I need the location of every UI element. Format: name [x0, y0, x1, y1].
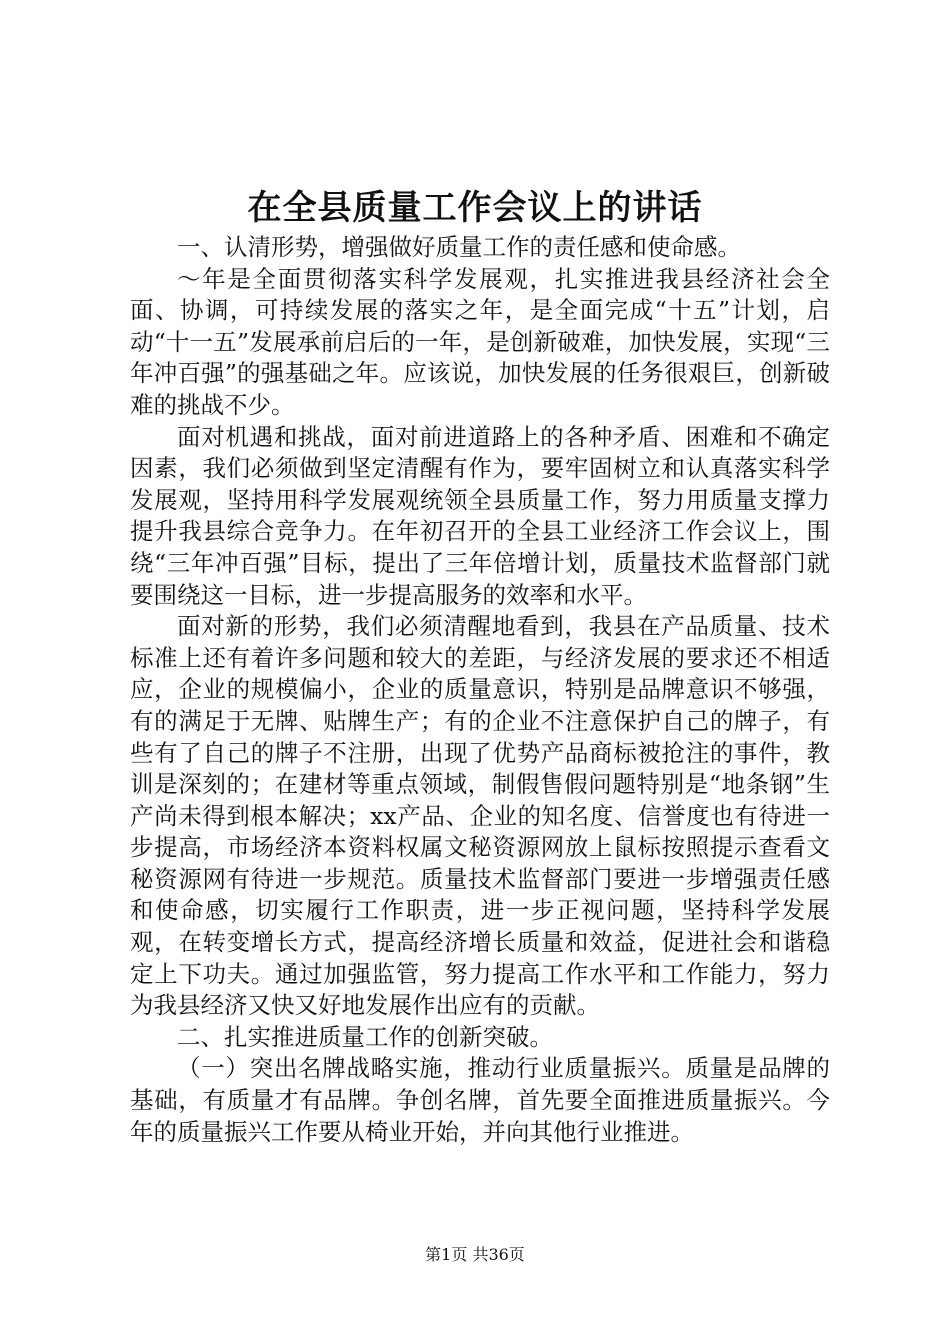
body-paragraph: 面对机遇和挑战，面对前进道路上的各种矛盾、困难和不确定因素，我们必须做到坚定清醒有作为，要牢固树立和认真落实科学发展观，坚持用科学发展观统领全县质量工作，努力用质量支撑力提升我县综合竞争力。在年初召开的全县工业经济工作会议上，围绕“三年冲百强”目标，提出了三年倍增计划，质量技术监督部门就要围绕这一目标，进一步提高服务的效率和水平。 — [130, 422, 830, 609]
section-heading-1: 一、认清形势，增强做好质量工作的责任感和使命感。 — [177, 233, 741, 261]
body-paragraph: （一）突出名牌战略实施，推动行业质量振兴。质量是品牌的基础，有质量才有品牌。争创名牌，首先要全面推进质量振兴。今年的质量振兴工作要从椅业开始，并向其他行业推进。 — [130, 1054, 830, 1146]
body-paragraph: ～年是全面贯彻落实科学发展观，扎实推进我县经济社会全面、协调，可持续发展的落实之年，是全面完成“十五”计划，启动“十一五”发展承前启后的一年，是创新破难，加快发展，实现“三年冲百强”的强基础之年。应该说，加快发展的任务很艰巨，创新破难的挑战不少。 — [130, 264, 830, 419]
document-title: 在全县质量工作会议上的讲话 — [247, 188, 703, 228]
page-number-footer: 第1页 共36页 — [425, 1245, 525, 1264]
section-heading-2: 二、扎实推进质量工作的创新突破。 — [177, 1022, 553, 1051]
document-body — [130, 232, 830, 1148]
body-paragraph: 面对新的形势，我们必须清醒地看到，我县在产品质量、技术标准上还有着许多问题和较大的差距，与经济发展的要求还不相适应，企业的规模偏小，企业的质量意识，特别是品牌意识不够强，有的满足于无牌、贴牌生产；有的企业不注意保护自己的牌子，有些有了自己的牌子不注册，出现了优势产品商标被抢注的事件，教训是深刻的；在建材等重点领域，制假售假问题特别是“地条钢”生产尚未得到根本解决；xx产品、企业的知名度、信誉度也有待进一步提高，市场经济本资料权属文秘资源网放上鼠标按照提示查看文秘资源网有待进一步规范。质量技术监督部门要进一步增强责任感和使命感，切实履行工作职责，进一步正视问题，坚持科学发展观，在转变增长方式，提高经济增长质量和效益，促进社会和谐稳定上下功夫。通过加强监管，努力提高工作水平和工作能力，努力为我县经济又快又好地发展作出应有的贡献。 — [130, 612, 830, 1020]
